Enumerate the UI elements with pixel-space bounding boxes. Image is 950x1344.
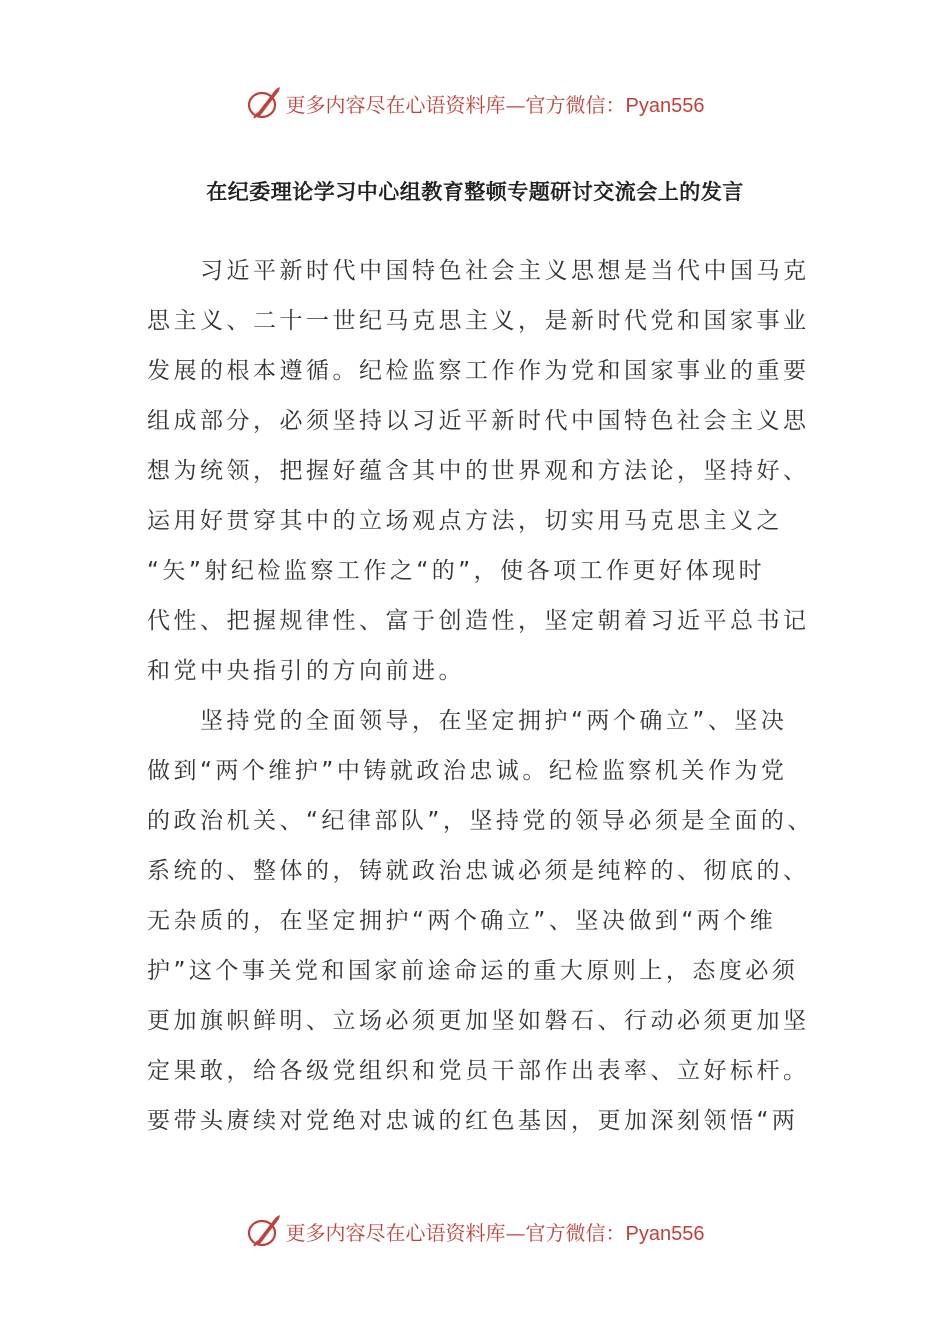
text-line: 习近平新时代中国特色社会主义思想是当代中国马克 [147, 258, 810, 284]
paragraph [147, 246, 810, 696]
quill-pen-logo-icon [246, 85, 282, 121]
text-line: 想为统领，把握好蕴含其中的世界观和方法论，坚持好、 [147, 458, 810, 484]
text-line: 的政治机关、“纪律部队”，坚持党的领导必须是全面的、 [147, 808, 814, 834]
text-line: 系统的、整体的，铸就政治忠诚必须是纯粹的、彻底的、 [147, 858, 810, 884]
text-line: 运用好贯穿其中的立场观点方法，切实用马克思主义之 [147, 508, 783, 534]
quill-pen-logo-icon [246, 1213, 282, 1249]
footer-banner [0, 1209, 950, 1253]
document-title: 在纪委理论学习中心组教育整顿专题研讨交流会上的发言 [206, 180, 744, 204]
document-body [147, 246, 814, 1146]
banner-wechat-id: Pyan556 [625, 94, 705, 117]
header-banner [0, 81, 950, 125]
banner-wechat-id: Pyan556 [625, 1222, 705, 1245]
banner-text [286, 89, 705, 118]
text-line: 无杂质的，在坚定拥护“两个确立”、坚决做到“两个维 [147, 908, 777, 934]
text-line: 思主义、二十一世纪马克思主义，是新时代党和国家事业 [147, 308, 810, 334]
banner-slogan: 更多内容尽在心语资料库—官方微信： [285, 1220, 626, 1245]
text-line: 更加旗帜鲜明、立场必须更加坚如磐石、行动必须更加坚 [147, 1008, 810, 1034]
text-line: 要带头赓续对党绝对忠诚的红色基因，更加深刻领悟“两 [147, 1108, 799, 1134]
text-line: 和党中央指引的方向前进。 [147, 658, 465, 684]
text-line: “矢”射纪检监察工作之“的”，使各项工作更好体现时 [147, 558, 766, 584]
text-line: 坚持党的全面领导，在坚定拥护“两个确立”、坚决 [147, 708, 788, 734]
text-line: 代性、把握规律性、富于创造性，坚定朝着习近平总书记 [147, 608, 810, 634]
text-line: 发展的根本遵循。纪检监察工作作为党和国家事业的重要 [147, 358, 810, 384]
text-line: 组成部分，必须坚持以习近平新时代中国特色社会主义思 [147, 408, 810, 434]
text-line: 定果敢，给各级党组织和党员干部作出表率、立好标杆。 [147, 1058, 810, 1084]
text-line: 做到“两个维护”中铸就政治忠诚。纪检监察机关作为党 [147, 758, 788, 784]
banner-text [286, 1217, 705, 1246]
text-line: 护”这个事关党和国家前途命运的重大原则上，态度必须 [147, 958, 799, 984]
banner-slogan: 更多内容尽在心语资料库—官方微信： [285, 92, 626, 117]
paragraph [147, 696, 814, 1146]
